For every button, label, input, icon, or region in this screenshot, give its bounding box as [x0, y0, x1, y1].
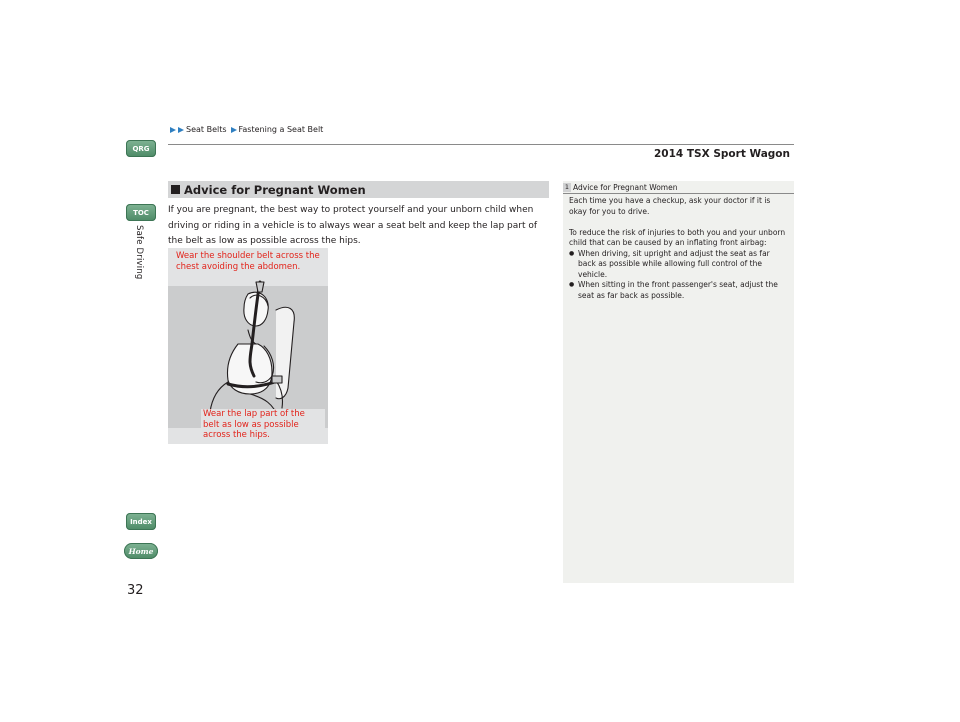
note-bullet-list: [569, 249, 789, 302]
toc-tab[interactable]: TOC: [126, 204, 156, 221]
note-bullet-item: ● When driving, sit upright and adjust the seat as far back as possible while allowing full control of the vehicle.: [569, 249, 789, 281]
pregnant-seatbelt-illustration: [168, 248, 328, 444]
section-body: If you are pregnant, the best way to protect yourself and your unborn child when driving or riding in a vehicle is to always wear a seat belt and keep the lap part of the belt as low as possible across the hips.: [168, 205, 538, 246]
page-number: 32: [127, 583, 144, 598]
header-divider: [168, 144, 794, 145]
home-tab[interactable]: Home: [124, 543, 158, 559]
breadcrumb-item-seat-belts[interactable]: Seat Belts: [186, 125, 227, 134]
chapter-label: Safe Driving: [134, 225, 144, 280]
arrow-right-icon: [178, 127, 184, 133]
side-note-panel: [563, 181, 794, 583]
lap-belt-callout: Wear the lap part of the belt as low as possible across the hips.: [201, 409, 325, 441]
note-body: [569, 196, 789, 301]
square-bullet-icon: [171, 185, 180, 194]
section-title: Advice for Pregnant Women: [184, 182, 366, 197]
note-paragraph: To reduce the risk of injuries to both you and your unborn child that can be caused by an inflating front airbag:: [569, 227, 786, 247]
note-title: Advice for Pregnant Women: [573, 182, 678, 192]
shoulder-belt-callout: Wear the shoulder belt across the chest avoiding the abdomen.: [176, 251, 320, 272]
breadcrumb: [170, 125, 325, 134]
note-reference-number: 1: [564, 183, 570, 191]
model-title: 2014 TSX Sport Wagon: [654, 148, 790, 160]
breadcrumb-item-fastening[interactable]: Fastening a Seat Belt: [238, 125, 324, 134]
index-tab[interactable]: Index: [126, 513, 156, 530]
qrg-tab[interactable]: QRG: [126, 140, 156, 157]
note-paragraph: Each time you have a checkup, ask your doctor if it is okay for you to drive.: [569, 196, 771, 216]
section-header: [168, 181, 549, 198]
arrow-right-icon: [170, 127, 176, 133]
arrow-right-icon: [231, 127, 237, 133]
note-header: [563, 181, 794, 194]
note-bullet-item: ● When sitting in the front passenger's seat, adjust the seat as far back as possible.: [569, 280, 789, 301]
